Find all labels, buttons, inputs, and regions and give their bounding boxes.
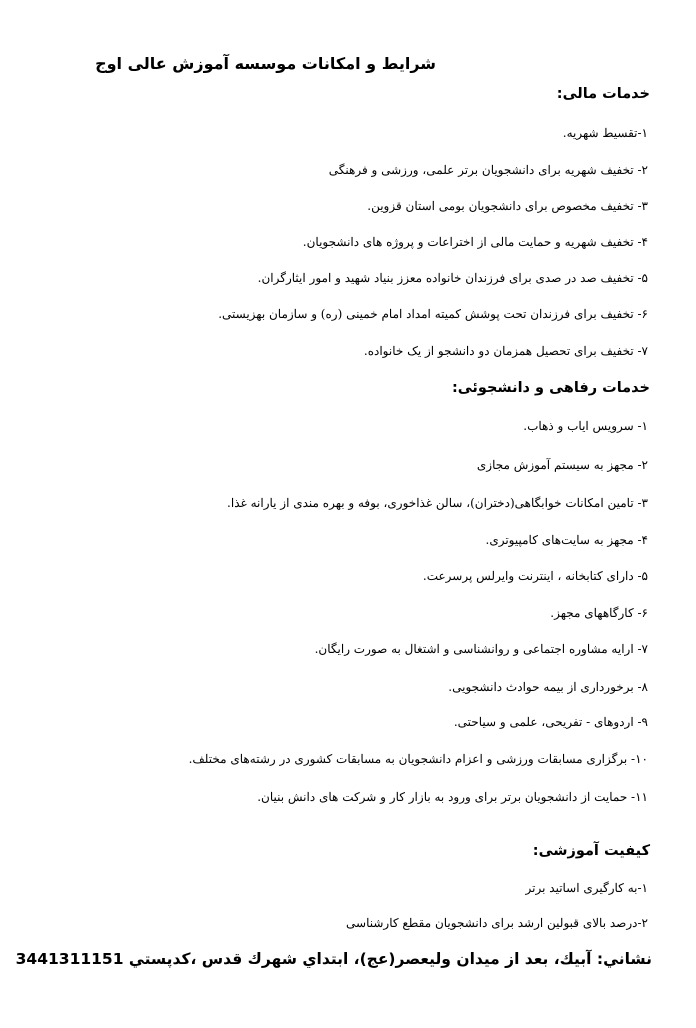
list-item: ۱- سرویس ایاب و ذهاب. [523, 419, 648, 433]
section-heading-welfare: خدمات رفاهی و دانشجوئی: [451, 380, 650, 396]
page-title: شرایط و امکانات موسسه آموزش عالی اوج [95, 54, 436, 73]
list-item: ۷- ارایه مشاوره اجتماعی و روانشناسی و اشتغال به صورت رایگان. [314, 642, 648, 656]
list-item: ۲- تخفیف شهریه برای دانشجویان برتر علمی، ورزشی و فرهنگی [328, 163, 648, 177]
list-item: ۱-به کارگیری اساتید برتر [525, 881, 648, 895]
list-item: ۵- دارای کتابخانه ، اینترنت وایرلس پرسرعت. [422, 569, 648, 583]
list-item: ۸- برخورداری از بیمه حوادث دانشجویی. [448, 680, 648, 694]
list-item: ۴- مجهز به سایت‌های کامپیوتری. [485, 533, 648, 547]
list-item: ۶- کارگاههای مجهز. [550, 606, 648, 620]
list-item: ۹- اردوهای - تفریحی، علمی و سیاحتی. [453, 715, 648, 729]
list-item: ۲-درصد بالای قبولین ارشد برای دانشجویان مقطع کارشناسی [346, 916, 648, 930]
list-item: ۱۰- برگزاری مسابقات ورزشی و اعزام دانشجویان به مسابقات کشوری در رشته‌های مختلف. [188, 752, 648, 766]
list-item: ۳- تخفیف مخصوص برای دانشجویان بومی استان قزوین. [367, 199, 648, 213]
section-heading-financial: خدمات مالی: [556, 86, 650, 102]
list-item: ۷- تخفیف برای تحصیل همزمان دو دانشجو از یک خانواده. [363, 344, 648, 358]
list-item: ۴- تخفیف شهریه و حمایت مالی از اختراعات و پروژه های دانشجویان. [302, 235, 648, 249]
list-item: ۲- مجهز به سیستم آموزش مجازی [476, 458, 648, 472]
list-item: ۳- تامین امکانات خوابگاهی(دختران)، سالن غذاخوری، بوفه و بهره مندی از یارانه غذا. [227, 496, 648, 510]
list-item: ۱۱- حمایت از دانشجویان برتر برای ورود به بازار کار و شرکت های دانش بنیان. [257, 790, 648, 804]
address-line: نشاني: آبيك، بعد از ميدان وليعصر(عج)، ابتداي شهرك قدس ،كدپستي 3441311151 [15, 950, 652, 968]
list-item: ۶- تخفیف برای فرزندان تحت پوشش کمیته امداد امام خمینی (ره) و سازمان بهزیستی. [218, 307, 648, 321]
section-heading-quality: کیفیت آموزشی: [532, 843, 650, 859]
list-item: ۱-تقسیط شهریه. [562, 126, 648, 140]
list-item: ۵- تخفیف صد در صدی برای فرزندان خانواده معزز بنیاد شهید و امور ایثارگران. [257, 271, 648, 285]
